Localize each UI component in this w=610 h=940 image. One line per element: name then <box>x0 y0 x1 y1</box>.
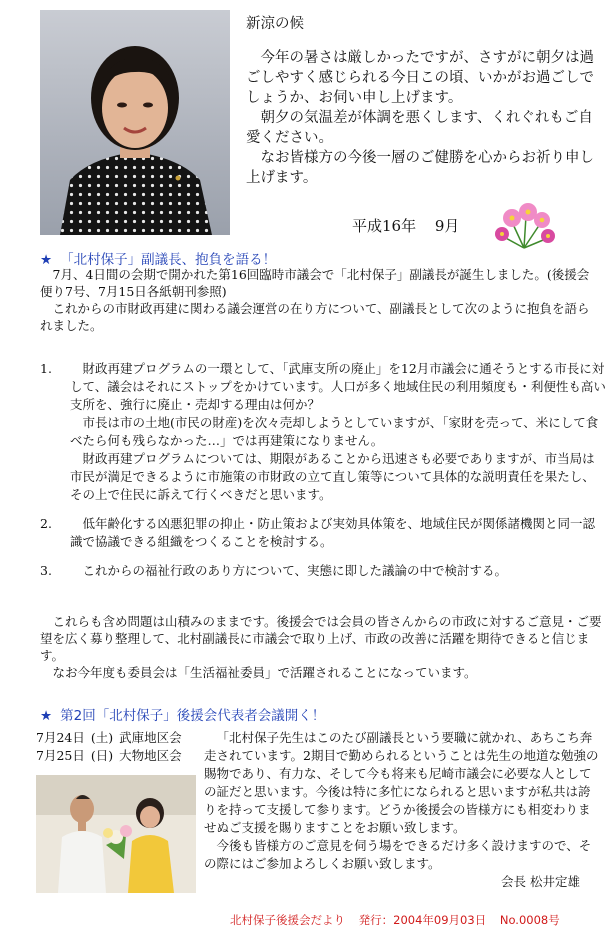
section1-closing <box>40 613 602 681</box>
footer-publisher: 北村保子後援会だより <box>230 913 345 927</box>
footer <box>230 912 570 928</box>
policy-list <box>36 360 606 591</box>
section2-title: 第2回「北村保子」後援会代表者会議開く！ <box>60 708 326 724</box>
greeting-paragraph: なお皆様方の今後一層のご健勝を心からお祈り申し上げます。 <box>246 150 594 186</box>
meeting-photo <box>36 775 196 893</box>
star-icon: ★ <box>40 252 53 268</box>
greeting-date: 平成16年 9月 <box>352 217 460 235</box>
section2-heading <box>40 704 325 724</box>
section1-heading <box>40 248 276 268</box>
intro-paragraph: これからの市財政再建に関わる議会運営の在り方について、副議長として次のように抱負を語られました。 <box>40 301 590 333</box>
closing-paragraph: これらも含め問題は山積みのままです。後援会では会員の皆さんからの市政に対するご意見・ご要望を広く募り整理して、北村副議長に市議会で取り上げ、市政の改善に活躍を期待できると信じます。 <box>40 614 602 663</box>
item-text: 財政再建プログラムの一環として、「武庫支所の廃止」を12月市議会に通そうとする市長に対して、議会はそれにストップをかけています。人口が多く地域住民の利用頻度も・利便性も高い支所を、強行に廃止・売却する理由は何か？ <box>70 361 606 412</box>
item-text: 財政再建プログラムについては、期限があることから迅速さも必要でありますが、市当局は市民が満足できるように市施策の市財政の立て直し策等について具体的な説明責任を果たし、その上で住民に訴えて行くべきだと思います。 <box>70 451 595 502</box>
message-paragraph: 今後も皆様方のご意見を伺う場をできるだけ多く設けますので、その際にはご参加よろしくお願い致します。 <box>204 838 592 871</box>
footer-issued: 発行：2004年09月03日 <box>358 913 487 927</box>
star-icon: ★ <box>40 708 53 724</box>
greeting-letter <box>246 14 596 188</box>
list-item <box>36 360 606 504</box>
signature: 会長 松井定雄 <box>501 874 580 889</box>
list-item <box>36 562 606 580</box>
intro-paragraph: 7月、4日間の会期で開かれた第16回臨時市議会で「北村保子」副議長が誕生しました。(後援会便り7号、7月15日各紙朝刊参照) <box>40 267 590 299</box>
section1-intro <box>40 266 600 334</box>
section1-title: 「北村保子」副議長、抱負を語る！ <box>60 252 277 268</box>
meeting-row: 7月24日 (土) 武庫地区会 <box>36 730 182 745</box>
meeting-row: 7月25日 (日) 大物地区会 <box>36 748 182 763</box>
portrait-photo <box>40 10 230 235</box>
greeting-season: 新涼の候 <box>246 16 304 32</box>
greeting-paragraph: 今年の暑さは厳しかったですが、さすがに朝夕は過ごしやすく感じられる今日この頃、いかがお過ごしでしょうか、お伺い申し上げます。 <box>246 50 594 106</box>
meeting-schedule <box>36 729 182 765</box>
list-item <box>36 515 606 551</box>
flower-illustration <box>490 196 558 252</box>
item-number: 3. <box>40 563 52 578</box>
item-number: 1. <box>40 361 52 376</box>
item-text: 低年齢化する凶悪犯罪の抑止・防止策および実効具体策を、地域住民が関係諸機関と同一認識で協議できる組織をつくることを検討する。 <box>70 516 596 549</box>
footer-number: No.0008号 <box>499 913 560 927</box>
chair-message <box>204 729 600 891</box>
item-text: これからの福祉行政のあり方について、実態に即した議論の中で検討する。 <box>82 563 508 578</box>
item-text: 市長は市の土地(市民の財産)を次々売却しようとしていますが、「家財を売って、米にして食べたら何も残らなかった…」では再建策になりません。 <box>70 415 599 448</box>
closing-paragraph: なお今年度も委員会は「生活福祉委員」で活躍されることになっています。 <box>52 665 477 680</box>
greeting-paragraph: 朝夕の気温差が体調を悪くします、くれぐれもご自愛ください。 <box>246 110 593 146</box>
item-number: 2. <box>40 516 52 531</box>
message-paragraph: 「北村保子先生はこのたび副議長という要職に就かれ、あちこち奔走されています。2期目で勤められるということは先生の地道な勉強の賜物であり、有力な、そして今も将来も尼崎市議会に必要な人としての証だと思います。今後は特に多忙になられると思いますが私共は誇りを持って支援して参ります。どうか後援会の皆様方にも相変わりませぬご支援を賜りますことをお願い致します。 <box>204 730 599 835</box>
